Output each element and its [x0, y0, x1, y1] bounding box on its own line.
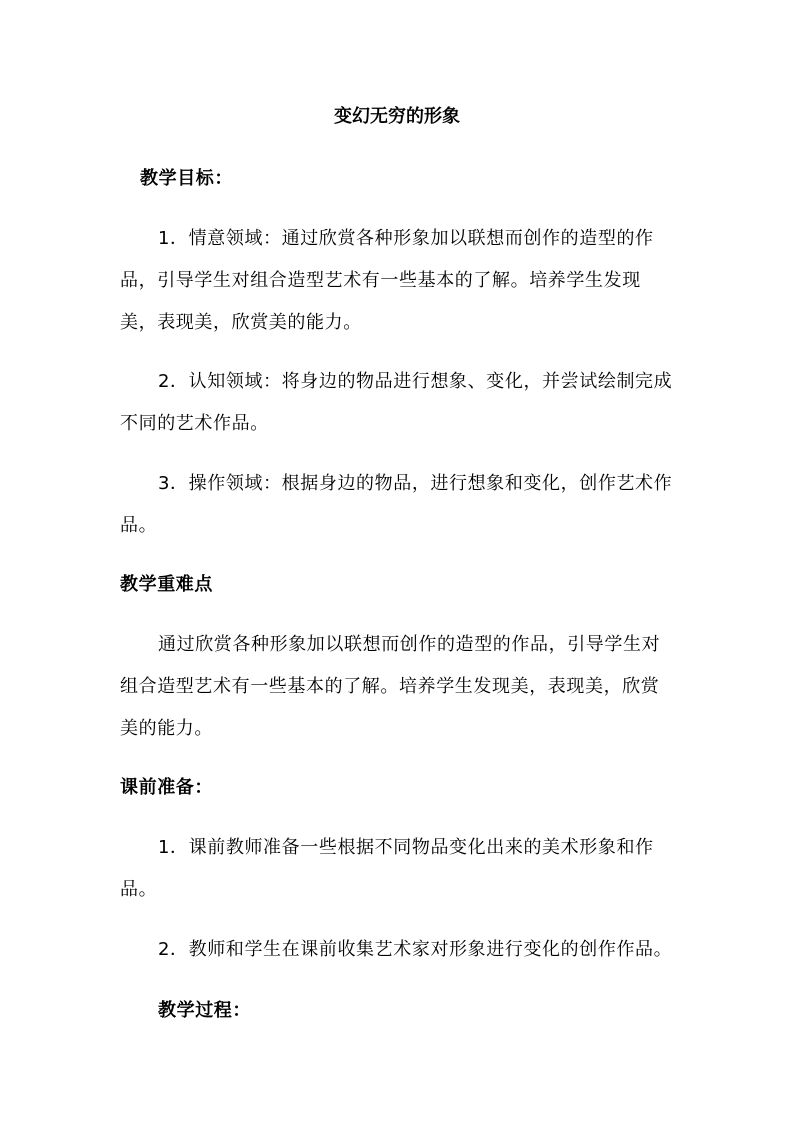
preparation-heading: 课前准备：: [120, 777, 213, 798]
key-points-line-3: 美的能力。: [120, 718, 213, 739]
key-points-heading: 教学重难点: [120, 574, 213, 595]
objective-2-line-1: 2．认知领域：将身边的物品进行想象、变化，并尝试绘制完成: [158, 371, 673, 392]
objective-3-line-2: 品。: [120, 515, 158, 536]
objective-1-line-1: 1．情意领域：通过欣赏各种形象加以联想而创作的造型的作: [158, 228, 654, 249]
objectives-heading: 教学目标：: [140, 168, 233, 189]
key-points-line-2: 组合造型艺术有一些基本的了解。培养学生发现美，表现美，欣赏: [120, 676, 660, 697]
preparation-1-line-1: 1．课前教师准备一些根据不同物品变化出来的美术形象和作: [158, 837, 654, 858]
objective-1-line-2: 品，引导学生对组合造型艺术有一些基本的了解。培养学生发现: [120, 270, 641, 291]
preparation-2-line-1: 2．教师和学生在课前收集艺术家对形象进行变化的创作作品。: [158, 939, 673, 960]
process-heading: 教学过程：: [158, 1000, 251, 1021]
document-title: 变幻无穷的形象: [334, 106, 460, 127]
preparation-1-line-2: 品。: [120, 879, 158, 900]
objective-2-line-2: 不同的艺术作品。: [120, 413, 269, 434]
objective-1-line-3: 美，表现美，欣赏美的能力。: [120, 312, 362, 333]
objective-3-line-1: 3．操作领域：根据身边的物品，进行想象和变化，创作艺术作: [158, 473, 673, 494]
key-points-line-1: 通过欣赏各种形象加以联想而创作的造型的作品，引导学生对: [158, 634, 661, 655]
